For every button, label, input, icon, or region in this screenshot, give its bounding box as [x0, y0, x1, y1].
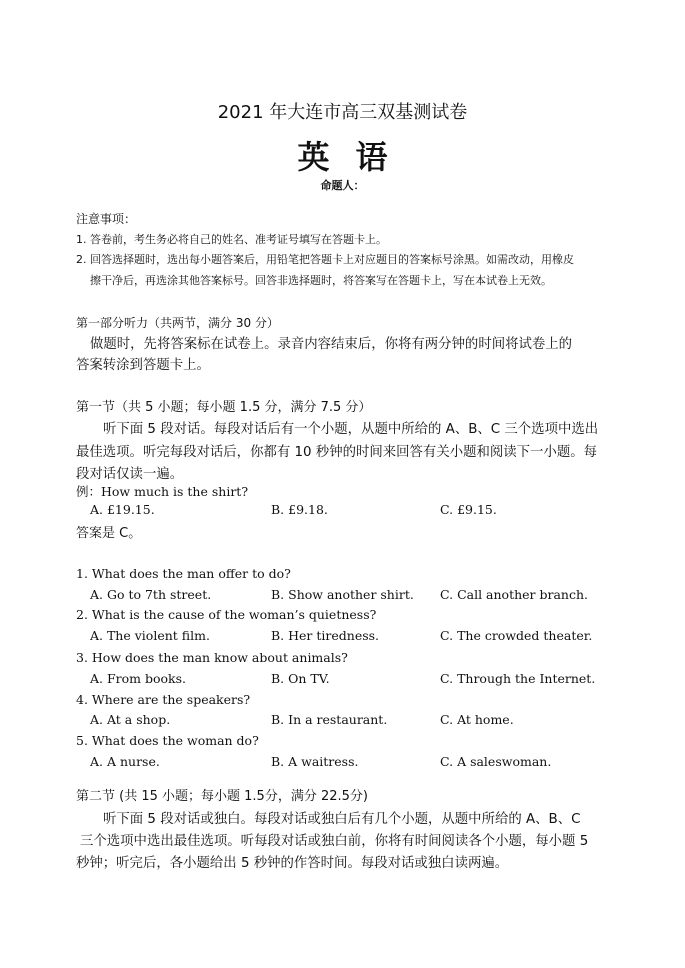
section2-intro-line-3: 秒钟；听完后，各小题给出 5 秒钟的作答时间。每段对话或独白读两遍。 — [76, 856, 509, 871]
question-2-option-a: A. The violent film. — [90, 628, 210, 643]
question-5-option-a: A. A nurse. — [90, 754, 160, 769]
example-option-a: A. £19.15. — [90, 502, 155, 517]
question-3-option-c: C. Through the Internet. — [440, 671, 596, 686]
subject-char-left: 英 — [297, 138, 330, 176]
section2-heading: 第二节 (共 15 小题；每小题 1.5分，满分 22.5分) — [76, 789, 368, 804]
author-label: 命题人： — [320, 179, 365, 192]
question-1-option-c: C. Call another branch. — [440, 587, 589, 602]
question-4-option-a: A. At a shop. — [90, 712, 171, 727]
section1-intro-line-2: 最佳选项。听完每段对话后，你都有 10 秒钟的时间来回答有关小题和阅读下一小题。每 — [76, 445, 598, 460]
part1-heading: 第一部分听力（共两节，满分 30 分） — [76, 316, 279, 330]
example-option-b: B. £9.18. — [271, 502, 328, 517]
example-option-c: C. £9.15. — [440, 502, 497, 517]
question-2: 2. What is the cause of the woman’s quietness? — [76, 607, 377, 622]
section2-intro-line-1: 听下面 5 段对话或独白。每段对话或独白后有几个小题，从题中所给的 A、B、C — [103, 812, 581, 827]
question-1-option-b: B. Show another shirt. — [271, 587, 414, 602]
question-4-option-b: B. In a restaurant. — [271, 712, 388, 727]
question-2-option-c: C. The crowded theater. — [440, 628, 593, 643]
example-question: 例：How much is the shirt? — [76, 484, 249, 499]
notice-item-1: 1. 答卷前，考生务必将自己的姓名、准考证号填写在答题卡上。 — [76, 233, 387, 246]
question-1: 1. What does the man offer to do? — [76, 566, 291, 581]
section2-intro-line-2: 三个选项中选出最佳选项。听每段对话或独白前，你将有时间阅读各个小题，每小题 5 — [80, 834, 589, 849]
notice-item-2-line-2: 擦干净后，再选涂其他答案标号。回答非选择题时，将答案写在答题卡上，写在本试卷上无效。 — [90, 274, 552, 287]
question-5: 5. What does the woman do? — [76, 733, 259, 748]
question-3-option-a: A. From books. — [90, 671, 186, 686]
part1-intro-line-1: 做题时，先将答案标在试卷上。录音内容结束后，你将有两分钟的时间将试卷上的 — [90, 337, 573, 352]
section1-intro-line-1: 听下面 5 段对话。每段对话后有一个小题，从题中所给的 A、B、C 三个选项中选出 — [103, 422, 599, 437]
part1-intro-line-2: 答案转涂到答题卡上。 — [76, 358, 210, 373]
question-1-option-a: A. Go to 7th street. — [90, 587, 212, 602]
question-5-option-b: B. A waitress. — [271, 754, 359, 769]
question-3-option-b: B. On TV. — [271, 671, 330, 686]
subject-title — [0, 132, 685, 178]
notice-heading: 注意事项： — [76, 212, 137, 226]
question-3: 3. How does the man know about animals? — [76, 650, 348, 665]
section1-heading: 第一节（共 5 小题；每小题 1.5 分，满分 7.5 分） — [76, 400, 372, 415]
question-4: 4. Where are the speakers? — [76, 692, 251, 707]
question-2-option-b: B. Her tiredness. — [271, 628, 380, 643]
example-answer: 答案是 C。 — [76, 526, 142, 541]
question-5-option-c: C. A saleswoman. — [440, 754, 552, 769]
question-4-option-c: C. At home. — [440, 712, 514, 727]
subject-char-right: 语 — [355, 138, 388, 176]
exam-title: 2021 年大连市高三双基测试卷 — [217, 102, 468, 123]
notice-item-2-line-1: 2. 回答选择题时，选出每小题答案后，用铅笔把答题卡上对应题目的答案标号涂黑。如需改动，用橡皮 — [76, 253, 574, 266]
section1-intro-line-3: 段对话仅读一遍。 — [76, 467, 184, 482]
